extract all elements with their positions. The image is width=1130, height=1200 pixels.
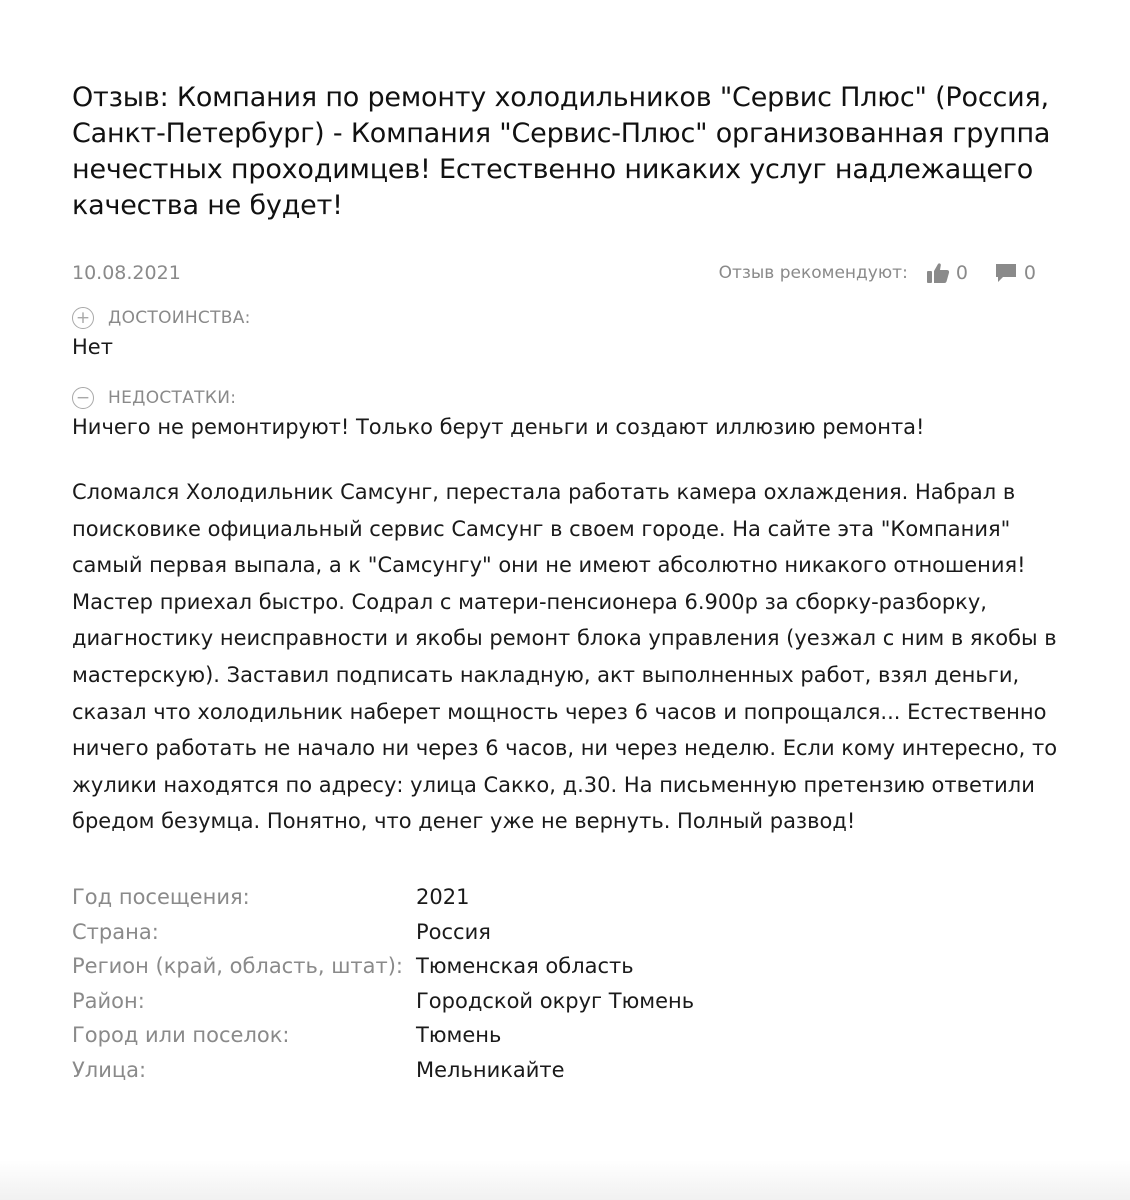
detail-value: Россия — [416, 919, 491, 944]
detail-label: Регион (край, область, штат): — [72, 954, 404, 979]
detail-value: Тюмень — [416, 1023, 502, 1048]
comments-count: 0 — [1023, 262, 1036, 284]
minus-circle-icon: − — [72, 387, 94, 409]
thumbs-up-icon[interactable] — [926, 262, 950, 284]
cons-header — [72, 384, 1072, 412]
detail-label: Район: — [72, 988, 145, 1013]
comment-icon[interactable] — [994, 262, 1018, 284]
review-card — [72, 80, 1072, 1087]
pros-text: Нет — [72, 335, 113, 359]
pros-label: ДОСТОИНСТВА: — [108, 308, 251, 328]
detail-row — [72, 1018, 872, 1053]
detail-value: Городской округ Тюмень — [416, 988, 695, 1013]
review-meta — [72, 262, 1072, 288]
detail-row — [72, 949, 872, 984]
detail-label: Улица: — [72, 1057, 147, 1082]
detail-row — [72, 983, 872, 1018]
review-body: Сломался Холодильник Самсунг, перестала работать камера охлаждения. Набрал в поисковике официальный сервис Самсунг в своем городе. На сайте эта "Компания" самый первая выпала, а к "Самсунгу" они не имеют абсолютно никакого отношения! Мастер приехал быстро. Содрал с матери-пенсионера 6.900р за сборку-разборку, диагностику неисправности и якобы ремонт блока управления (уезжал с ним в якобы в мастерскую). Заставил подписать накладную, акт выполненных работ, взял деньги, сказал что холодильник наберет мощность через 6 часов и попрощался... Естественно ничего работать не начало ни через 6 часов, ни через неделю. Если кому интересно, то жулики находятся по адресу: улица Сакко, д.30. На письменную претензию ответили бредом безумца. Понятно, что денег уже не вернуть. Полный развод! — [72, 480, 1058, 834]
cons-label: НЕДОСТАТКИ: — [108, 388, 237, 408]
detail-label: Страна: — [72, 919, 159, 944]
detail-row — [72, 914, 872, 949]
details-table — [72, 880, 872, 1087]
review-stats — [719, 262, 1036, 284]
review-title: Отзыв: Компания по ремонту холодильников "Сервис Плюс" (Россия, Санкт-Петербург) - Компания "Сервис-Плюс" организованная группа нечестных проходимцев! Естественно никаких услуг надлежащего качества не будет! — [72, 82, 1051, 221]
detail-value: 2021 — [416, 885, 470, 910]
cons-text: Ничего не ремонтируют! Только берут деньги и создают иллюзию ремонта! — [72, 415, 925, 439]
detail-row — [72, 880, 872, 915]
detail-value: Мельникайте — [416, 1057, 565, 1082]
review-date: 10.08.2021 — [72, 262, 181, 284]
detail-value: Тюменская область — [416, 954, 634, 979]
detail-label: Год посещения: — [72, 885, 250, 910]
detail-row — [72, 1052, 872, 1087]
likes-count: 0 — [955, 262, 968, 284]
plus-circle-icon: + — [72, 307, 94, 329]
recommend-label: Отзыв рекомендуют: — [718, 263, 908, 283]
pros-header — [72, 304, 1072, 332]
page-bottom-shade — [0, 1160, 1130, 1200]
detail-label: Город или поселок: — [72, 1023, 290, 1048]
